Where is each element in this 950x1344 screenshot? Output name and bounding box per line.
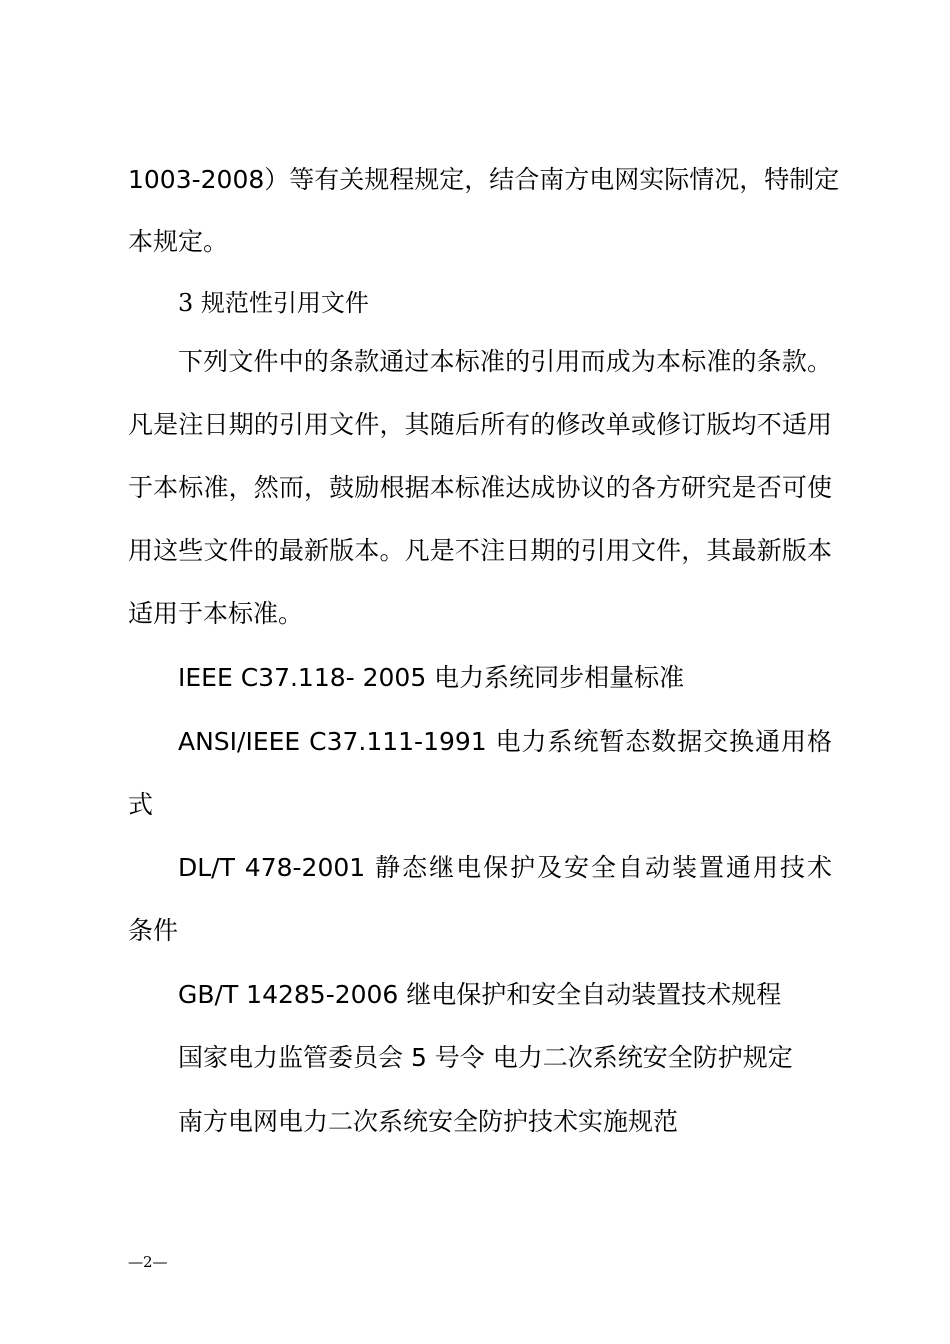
body-text-line: 下列文件中的条款通过本标准的引用而成为本标准的条款。: [178, 347, 832, 376]
body-text-line: 1003-2008）等有关规程规定，结合南方电网实际情况，特制定: [128, 165, 840, 194]
reference-item: ANSI/IEEE C37.111-1991 电力系统暂态数据交换通用格: [178, 727, 832, 756]
body-text-line: 凡是注日期的引用文件，其随后所有的修改单或修订版均不适用: [128, 410, 832, 439]
reference-item: IEEE C37.118- 2005 电力系统同步相量标准: [178, 663, 685, 692]
reference-item: DL/T 478-2001 静态继电保护及安全自动装置通用技术: [178, 853, 832, 882]
body-text-line: 于本标准，然而，鼓励根据本标准达成协议的各方研究是否可使: [128, 473, 832, 502]
page-number: —2—: [128, 1253, 168, 1271]
reference-item: 南方电网电力二次系统安全防护技术实施规范: [178, 1107, 679, 1136]
reference-item: 国家电力监管委员会 5 号令 电力二次系统安全防护规定: [178, 1043, 793, 1072]
reference-item: GB/T 14285-2006 继电保护和安全自动装置技术规程: [178, 980, 782, 1009]
reference-item-continuation: 条件: [128, 916, 179, 945]
body-text-line: 用这些文件的最新版本。凡是不注日期的引用文件，其最新版本: [128, 536, 832, 565]
section-heading: 3 规范性引用文件: [178, 289, 369, 317]
body-text-line: 本规定。: [128, 227, 229, 256]
reference-item-continuation: 式: [128, 790, 154, 819]
body-text-line: 适用于本标准。: [128, 599, 304, 628]
